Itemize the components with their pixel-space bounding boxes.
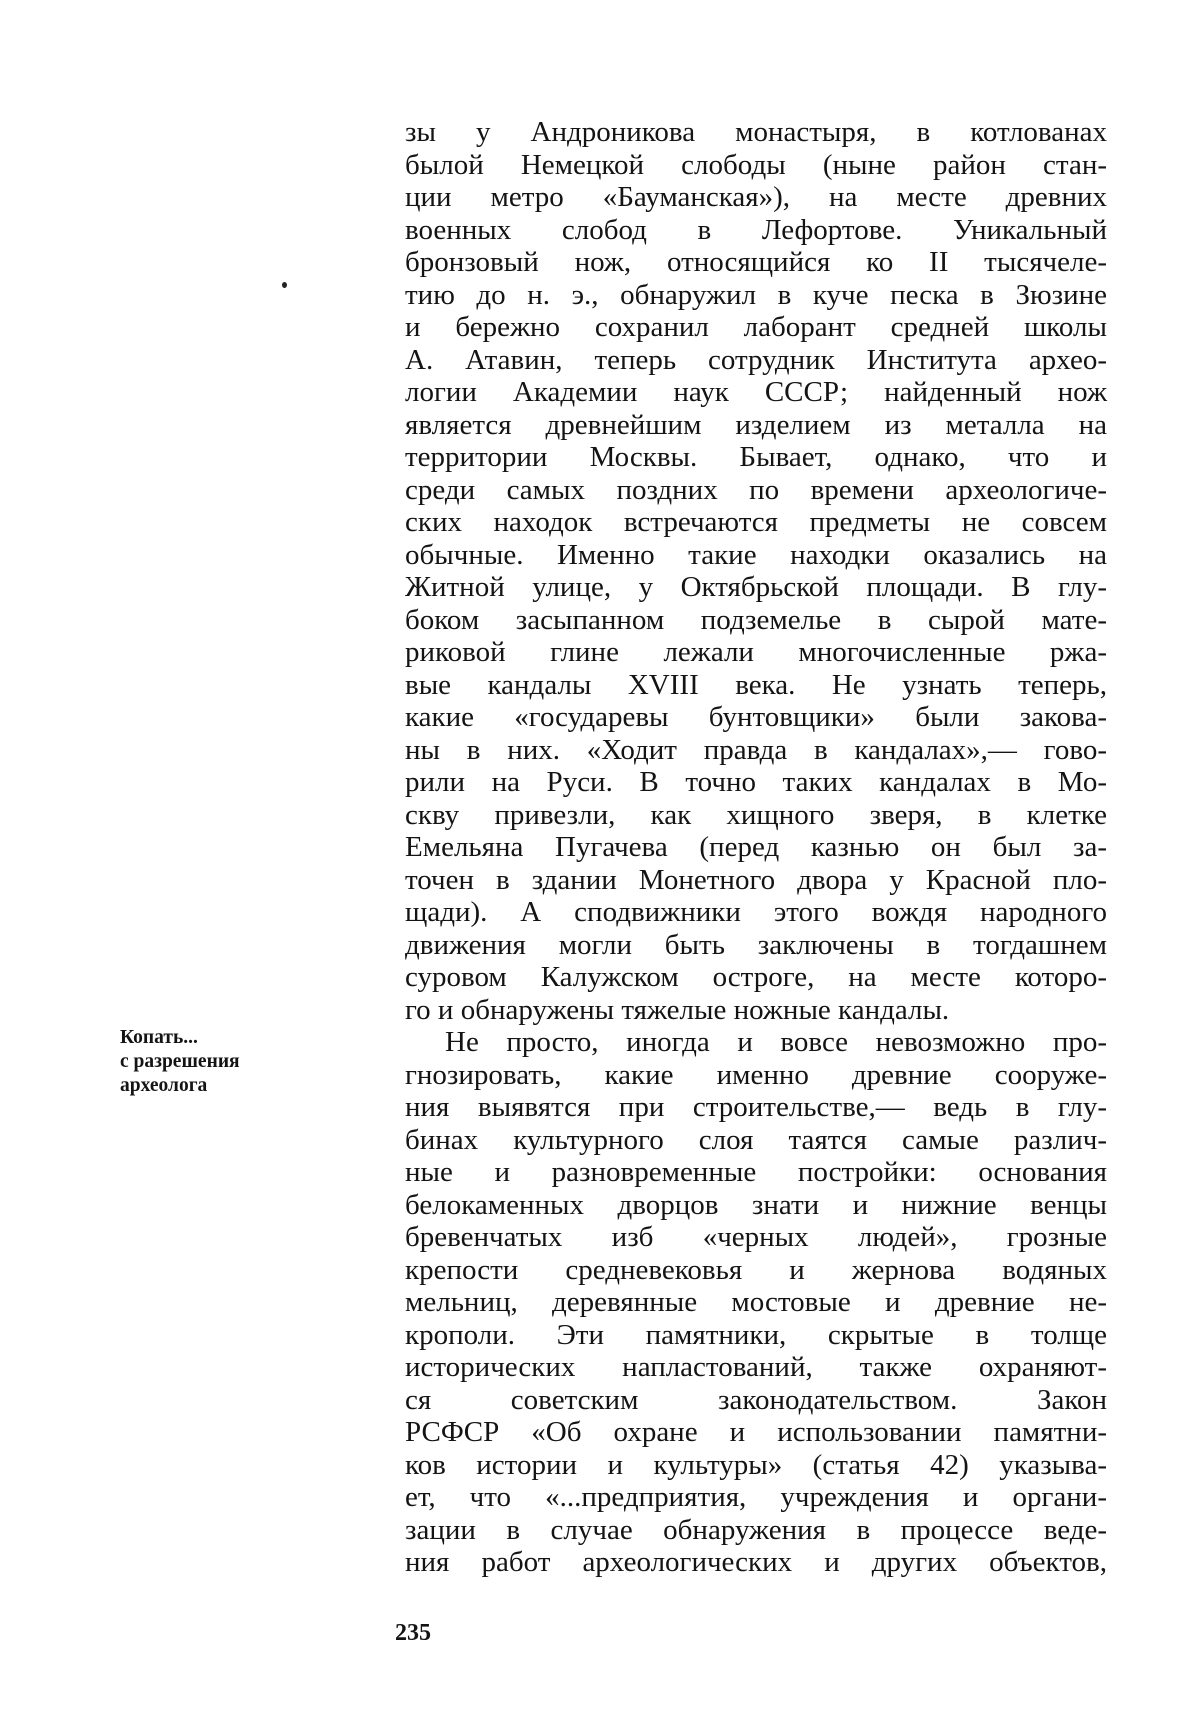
text-line: исторических напластований, также охраняют- bbox=[405, 1351, 1107, 1383]
text-line: крепости средневековья и жернова водяных bbox=[405, 1253, 1107, 1286]
text-line: крополи. Эти памятники, скрытые в толще bbox=[405, 1318, 1107, 1351]
text-line: ков истории и культуры» (статья 42) указыва- bbox=[405, 1448, 1107, 1481]
text-line: ния работ археологических и других объектов, bbox=[405, 1546, 1107, 1578]
text-line: мельниц, деревянные мостовые и древние не- bbox=[405, 1286, 1107, 1318]
text-line: боком засыпанном подземелье в сырой мате- bbox=[405, 603, 1107, 636]
margin-note-line: Копать... bbox=[120, 1027, 198, 1048]
text-line: ны в них. «Ходит правда в кандалах»,— гово- bbox=[405, 733, 1107, 766]
text-line: Не просто, иногда и вовсе невозможно про- bbox=[445, 1026, 1107, 1058]
text-line: ет, что «...предприятия, учреждения и органи- bbox=[405, 1481, 1107, 1513]
text-line: А. Атавин, теперь сотрудник Института архео- bbox=[405, 343, 1107, 376]
text-line: бревенчатых изб «черных людей», грозные bbox=[405, 1221, 1107, 1253]
text-line: бинах культурного слоя таятся самые различ- bbox=[405, 1123, 1107, 1156]
text-line: и бережно сохранил лаборант средней школы bbox=[405, 311, 1107, 343]
text-line: территории Москвы. Бывает, однако, что и bbox=[405, 441, 1107, 473]
text-line: ные и разновременные постройки: основания bbox=[405, 1156, 1107, 1188]
margin-note-line: с разрешения bbox=[120, 1051, 240, 1072]
text-line: РСФСР «Об охране и использовании памятни- bbox=[405, 1416, 1107, 1448]
text-line: логии Академии наук СССР; найденный нож bbox=[405, 376, 1107, 408]
text-line: го и обнаружены тяжелые ножные кандалы. bbox=[405, 993, 950, 1026]
page-number: 235 bbox=[395, 1620, 431, 1646]
text-line: зации в случае обнаружения в процессе веде- bbox=[405, 1513, 1107, 1546]
text-line: белокаменных дворцов знати и нижние венцы bbox=[405, 1188, 1107, 1221]
text-line: ся советским законодательством. Закон bbox=[405, 1383, 1107, 1416]
text-line: Житной улице, у Октябрьской площади. В глу- bbox=[405, 571, 1107, 603]
margin-note-line: археолога bbox=[120, 1075, 208, 1096]
text-line: точен в здании Монетного двора у Красной пло- bbox=[405, 863, 1107, 896]
text-line: ции метро «Бауманская»), на месте древних bbox=[405, 181, 1107, 213]
print-speck bbox=[282, 282, 287, 288]
text-line: движения могли быть заключены в тогдашнем bbox=[405, 928, 1107, 961]
text-line: щади). А сподвижники этого вождя народного bbox=[405, 896, 1107, 928]
text-line: зы у Андроникова монастыря, в котлованах bbox=[405, 116, 1107, 148]
text-line: бронзовый нож, относящийся ко II тысячеле- bbox=[405, 246, 1107, 278]
paragraph-1 bbox=[405, 116, 1107, 1026]
text-line: вые кандалы XVIII века. Не узнать теперь, bbox=[405, 668, 1107, 701]
text-line: какие «государевы бунтовщики» были закова- bbox=[405, 701, 1107, 733]
paragraph-2 bbox=[405, 1026, 1107, 1579]
text-line: ских находок встречаются предметы не совсем bbox=[405, 506, 1107, 538]
text-line: ния выявятся при строительстве,— ведь в глу- bbox=[405, 1091, 1107, 1123]
text-line: является древнейшим изделием из металла на bbox=[405, 408, 1107, 441]
text-line: обычные. Именно такие находки оказались на bbox=[405, 538, 1107, 571]
body-text bbox=[405, 116, 1107, 1579]
text-line: суровом Калужском остроге, на месте которо- bbox=[405, 961, 1107, 993]
text-line: гнозировать, какие именно древние сооруже- bbox=[405, 1058, 1107, 1091]
text-line: риковой глине лежали многочисленные ржа- bbox=[405, 636, 1107, 668]
text-line: рили на Руси. В точно таких кандалах в Мо- bbox=[405, 766, 1107, 798]
text-line: тию до н. э., обнаружил в куче песка в Зюзине bbox=[405, 278, 1107, 311]
text-line: Емельяна Пугачева (перед казнью он был за- bbox=[405, 831, 1107, 863]
margin-note bbox=[120, 1026, 300, 1098]
text-line: былой Немецкой слободы (ныне район стан- bbox=[405, 148, 1107, 181]
text-line: скву привезли, как хищного зверя, в клетке bbox=[405, 798, 1107, 831]
text-line: среди самых поздних по времени археологиче- bbox=[405, 473, 1107, 506]
text-line: военных слобод в Лефортове. Уникальный bbox=[405, 213, 1107, 246]
